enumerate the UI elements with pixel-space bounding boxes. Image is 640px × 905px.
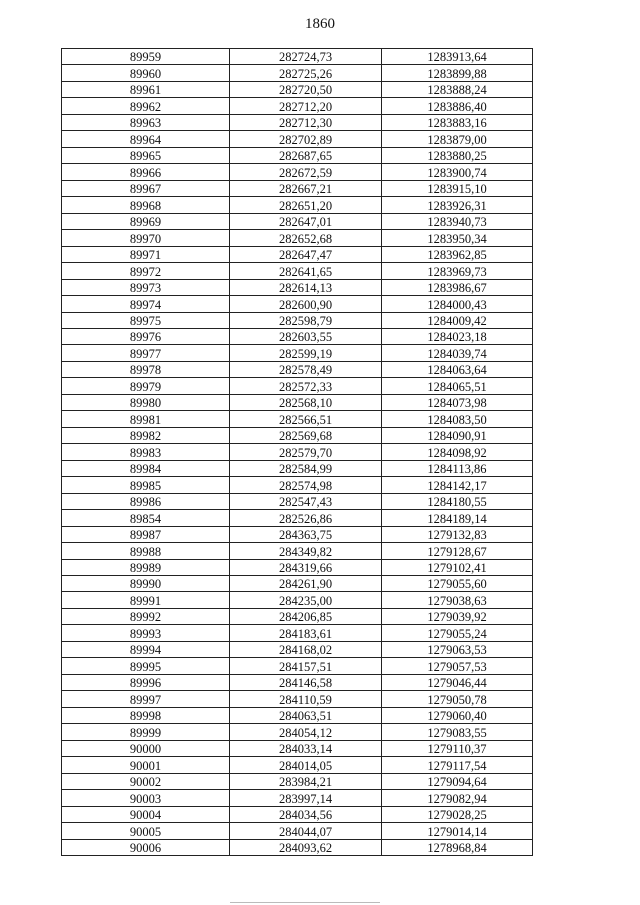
point-number-cell: 90000 — [62, 740, 230, 756]
y-coordinate-cell: 1279094,64 — [382, 773, 533, 789]
table-row — [62, 114, 533, 130]
table-row — [62, 790, 533, 806]
table-row — [62, 164, 533, 180]
y-coordinate-cell: 1278968,84 — [382, 839, 533, 855]
table-row — [62, 740, 533, 756]
point-number-cell: 89969 — [62, 213, 230, 229]
point-number-cell: 89990 — [62, 576, 230, 592]
y-coordinate-cell: 1279046,44 — [382, 674, 533, 690]
x-coordinate-cell: 284349,82 — [230, 543, 382, 559]
table-row — [62, 98, 533, 114]
point-number-cell: 89977 — [62, 345, 230, 361]
table-row — [62, 49, 533, 65]
point-number-cell: 89973 — [62, 279, 230, 295]
point-number-cell: 89967 — [62, 180, 230, 196]
point-number-cell: 89981 — [62, 411, 230, 427]
table-row — [62, 526, 533, 542]
table-row — [62, 493, 533, 509]
y-coordinate-cell: 1283883,16 — [382, 114, 533, 130]
x-coordinate-cell: 282603,55 — [230, 328, 382, 344]
y-coordinate-cell: 1284180,55 — [382, 493, 533, 509]
y-coordinate-cell: 1279028,25 — [382, 806, 533, 822]
x-coordinate-cell: 284063,51 — [230, 707, 382, 723]
table-row — [62, 147, 533, 163]
y-coordinate-cell: 1283940,73 — [382, 213, 533, 229]
point-number-cell: 89964 — [62, 131, 230, 147]
y-coordinate-cell: 1279082,94 — [382, 790, 533, 806]
y-coordinate-cell: 1283926,31 — [382, 197, 533, 213]
point-number-cell: 89987 — [62, 526, 230, 542]
x-coordinate-cell: 284110,59 — [230, 691, 382, 707]
x-coordinate-cell: 282526,86 — [230, 510, 382, 526]
table-row — [62, 806, 533, 822]
y-coordinate-cell: 1279102,41 — [382, 559, 533, 575]
x-coordinate-cell: 284183,61 — [230, 625, 382, 641]
point-number-cell: 89961 — [62, 81, 230, 97]
page-number: 1860 — [305, 16, 335, 32]
point-number-cell: 89989 — [62, 559, 230, 575]
y-coordinate-cell: 1284098,92 — [382, 444, 533, 460]
point-number-cell: 89959 — [62, 49, 230, 65]
table-row — [62, 230, 533, 246]
y-coordinate-cell: 1284142,17 — [382, 477, 533, 493]
point-number-cell: 89963 — [62, 114, 230, 130]
y-coordinate-cell: 1283969,73 — [382, 263, 533, 279]
x-coordinate-cell: 282569,68 — [230, 427, 382, 443]
point-number-cell: 90005 — [62, 823, 230, 839]
table-row — [62, 592, 533, 608]
y-coordinate-cell: 1283880,25 — [382, 147, 533, 163]
table-row — [62, 477, 533, 493]
table-row — [62, 378, 533, 394]
point-number-cell: 89962 — [62, 98, 230, 114]
x-coordinate-cell: 282672,59 — [230, 164, 382, 180]
y-coordinate-cell: 1283888,24 — [382, 81, 533, 97]
table-row — [62, 839, 533, 855]
x-coordinate-cell: 283997,14 — [230, 790, 382, 806]
y-coordinate-cell: 1279055,24 — [382, 625, 533, 641]
table-row — [62, 823, 533, 839]
y-coordinate-cell: 1283913,64 — [382, 49, 533, 65]
table-row — [62, 246, 533, 262]
y-coordinate-cell: 1283915,10 — [382, 180, 533, 196]
x-coordinate-cell: 284044,07 — [230, 823, 382, 839]
y-coordinate-cell: 1284189,14 — [382, 510, 533, 526]
point-number-cell: 89995 — [62, 658, 230, 674]
table-row — [62, 131, 533, 147]
table-row — [62, 328, 533, 344]
x-coordinate-cell: 284168,02 — [230, 641, 382, 657]
point-number-cell: 89974 — [62, 296, 230, 312]
x-coordinate-cell: 284261,90 — [230, 576, 382, 592]
point-number-cell: 89985 — [62, 477, 230, 493]
x-coordinate-cell: 282647,01 — [230, 213, 382, 229]
x-coordinate-cell: 282652,68 — [230, 230, 382, 246]
y-coordinate-cell: 1279063,53 — [382, 641, 533, 657]
table-row — [62, 296, 533, 312]
point-number-cell: 89970 — [62, 230, 230, 246]
y-coordinate-cell: 1279050,78 — [382, 691, 533, 707]
point-number-cell: 89976 — [62, 328, 230, 344]
table-row — [62, 674, 533, 690]
point-number-cell: 89999 — [62, 724, 230, 740]
y-coordinate-cell: 1283879,00 — [382, 131, 533, 147]
x-coordinate-cell: 282547,43 — [230, 493, 382, 509]
y-coordinate-cell: 1284065,51 — [382, 378, 533, 394]
table-row — [62, 345, 533, 361]
y-coordinate-cell: 1279083,55 — [382, 724, 533, 740]
point-number-cell: 89975 — [62, 312, 230, 328]
y-coordinate-cell: 1283899,88 — [382, 65, 533, 81]
x-coordinate-cell: 282724,73 — [230, 49, 382, 65]
point-number-cell: 89983 — [62, 444, 230, 460]
y-coordinate-cell: 1283900,74 — [382, 164, 533, 180]
point-number-cell: 89991 — [62, 592, 230, 608]
point-number-cell: 90004 — [62, 806, 230, 822]
point-number-cell: 90003 — [62, 790, 230, 806]
table-row — [62, 510, 533, 526]
table-row — [62, 411, 533, 427]
y-coordinate-cell: 1283950,34 — [382, 230, 533, 246]
x-coordinate-cell: 282599,19 — [230, 345, 382, 361]
y-coordinate-cell: 1284023,18 — [382, 328, 533, 344]
x-coordinate-cell: 282712,20 — [230, 98, 382, 114]
point-number-cell: 89993 — [62, 625, 230, 641]
point-number-cell: 89988 — [62, 543, 230, 559]
table-row — [62, 460, 533, 476]
x-coordinate-cell: 282600,90 — [230, 296, 382, 312]
y-coordinate-cell: 1279014,14 — [382, 823, 533, 839]
y-coordinate-cell: 1279060,40 — [382, 707, 533, 723]
y-coordinate-cell: 1279038,63 — [382, 592, 533, 608]
y-coordinate-cell: 1279117,54 — [382, 757, 533, 773]
table-row — [62, 81, 533, 97]
point-number-cell: 89984 — [62, 460, 230, 476]
x-coordinate-cell: 284146,58 — [230, 674, 382, 690]
x-coordinate-cell: 282614,13 — [230, 279, 382, 295]
table-row — [62, 444, 533, 460]
y-coordinate-cell: 1284000,43 — [382, 296, 533, 312]
x-coordinate-cell: 282702,89 — [230, 131, 382, 147]
y-coordinate-cell: 1279128,67 — [382, 543, 533, 559]
point-number-cell: 90001 — [62, 757, 230, 773]
y-coordinate-cell: 1284090,91 — [382, 427, 533, 443]
x-coordinate-cell: 284014,05 — [230, 757, 382, 773]
y-coordinate-cell: 1279057,53 — [382, 658, 533, 674]
x-coordinate-cell: 282641,65 — [230, 263, 382, 279]
coordinates-table-body — [62, 49, 533, 856]
table-row — [62, 263, 533, 279]
table-row — [62, 312, 533, 328]
x-coordinate-cell: 284033,14 — [230, 740, 382, 756]
table-row — [62, 427, 533, 443]
x-coordinate-cell: 283984,21 — [230, 773, 382, 789]
point-number-cell: 89968 — [62, 197, 230, 213]
x-coordinate-cell: 282566,51 — [230, 411, 382, 427]
point-number-cell: 90006 — [62, 839, 230, 855]
table-row — [62, 625, 533, 641]
table-row — [62, 658, 533, 674]
x-coordinate-cell: 282712,30 — [230, 114, 382, 130]
x-coordinate-cell: 282579,70 — [230, 444, 382, 460]
y-coordinate-cell: 1279039,92 — [382, 608, 533, 624]
table-row — [62, 724, 533, 740]
x-coordinate-cell: 282651,20 — [230, 197, 382, 213]
footer-rule — [230, 902, 380, 903]
point-number-cell: 89998 — [62, 707, 230, 723]
point-number-cell: 89982 — [62, 427, 230, 443]
x-coordinate-cell: 284093,62 — [230, 839, 382, 855]
x-coordinate-cell: 282578,49 — [230, 361, 382, 377]
point-number-cell: 89971 — [62, 246, 230, 262]
x-coordinate-cell: 284363,75 — [230, 526, 382, 542]
table-row — [62, 197, 533, 213]
x-coordinate-cell: 282725,26 — [230, 65, 382, 81]
x-coordinate-cell: 284054,12 — [230, 724, 382, 740]
y-coordinate-cell: 1284113,86 — [382, 460, 533, 476]
point-number-cell: 89986 — [62, 493, 230, 509]
x-coordinate-cell: 282687,65 — [230, 147, 382, 163]
y-coordinate-cell: 1283962,85 — [382, 246, 533, 262]
table-row — [62, 213, 533, 229]
table-row — [62, 757, 533, 773]
point-number-cell: 89979 — [62, 378, 230, 394]
x-coordinate-cell: 282720,50 — [230, 81, 382, 97]
x-coordinate-cell: 282574,98 — [230, 477, 382, 493]
y-coordinate-cell: 1284073,98 — [382, 394, 533, 410]
y-coordinate-cell: 1279132,83 — [382, 526, 533, 542]
x-coordinate-cell: 282647,47 — [230, 246, 382, 262]
table-row — [62, 559, 533, 575]
table-row — [62, 641, 533, 657]
y-coordinate-cell: 1283986,67 — [382, 279, 533, 295]
x-coordinate-cell: 284235,00 — [230, 592, 382, 608]
x-coordinate-cell: 282584,99 — [230, 460, 382, 476]
point-number-cell: 89978 — [62, 361, 230, 377]
table-row — [62, 65, 533, 81]
point-number-cell: 89980 — [62, 394, 230, 410]
x-coordinate-cell: 284034,56 — [230, 806, 382, 822]
y-coordinate-cell: 1284083,50 — [382, 411, 533, 427]
table-row — [62, 576, 533, 592]
table-row — [62, 608, 533, 624]
point-number-cell: 89992 — [62, 608, 230, 624]
y-coordinate-cell: 1279110,37 — [382, 740, 533, 756]
point-number-cell: 89966 — [62, 164, 230, 180]
y-coordinate-cell: 1283886,40 — [382, 98, 533, 114]
point-number-cell: 89997 — [62, 691, 230, 707]
table-row — [62, 394, 533, 410]
x-coordinate-cell: 282568,10 — [230, 394, 382, 410]
x-coordinate-cell: 284206,85 — [230, 608, 382, 624]
y-coordinate-cell: 1284039,74 — [382, 345, 533, 361]
x-coordinate-cell: 284319,66 — [230, 559, 382, 575]
coordinates-table — [61, 48, 533, 856]
point-number-cell: 90002 — [62, 773, 230, 789]
x-coordinate-cell: 284157,51 — [230, 658, 382, 674]
y-coordinate-cell: 1284063,64 — [382, 361, 533, 377]
point-number-cell: 89996 — [62, 674, 230, 690]
x-coordinate-cell: 282598,79 — [230, 312, 382, 328]
x-coordinate-cell: 282572,33 — [230, 378, 382, 394]
table-row — [62, 361, 533, 377]
table-row — [62, 543, 533, 559]
x-coordinate-cell: 282667,21 — [230, 180, 382, 196]
point-number-cell: 89965 — [62, 147, 230, 163]
point-number-cell: 89972 — [62, 263, 230, 279]
table-row — [62, 773, 533, 789]
point-number-cell: 89960 — [62, 65, 230, 81]
y-coordinate-cell: 1279055,60 — [382, 576, 533, 592]
table-row — [62, 707, 533, 723]
table-row — [62, 279, 533, 295]
point-number-cell: 89854 — [62, 510, 230, 526]
y-coordinate-cell: 1284009,42 — [382, 312, 533, 328]
point-number-cell: 89994 — [62, 641, 230, 657]
table-row — [62, 180, 533, 196]
table-row — [62, 691, 533, 707]
